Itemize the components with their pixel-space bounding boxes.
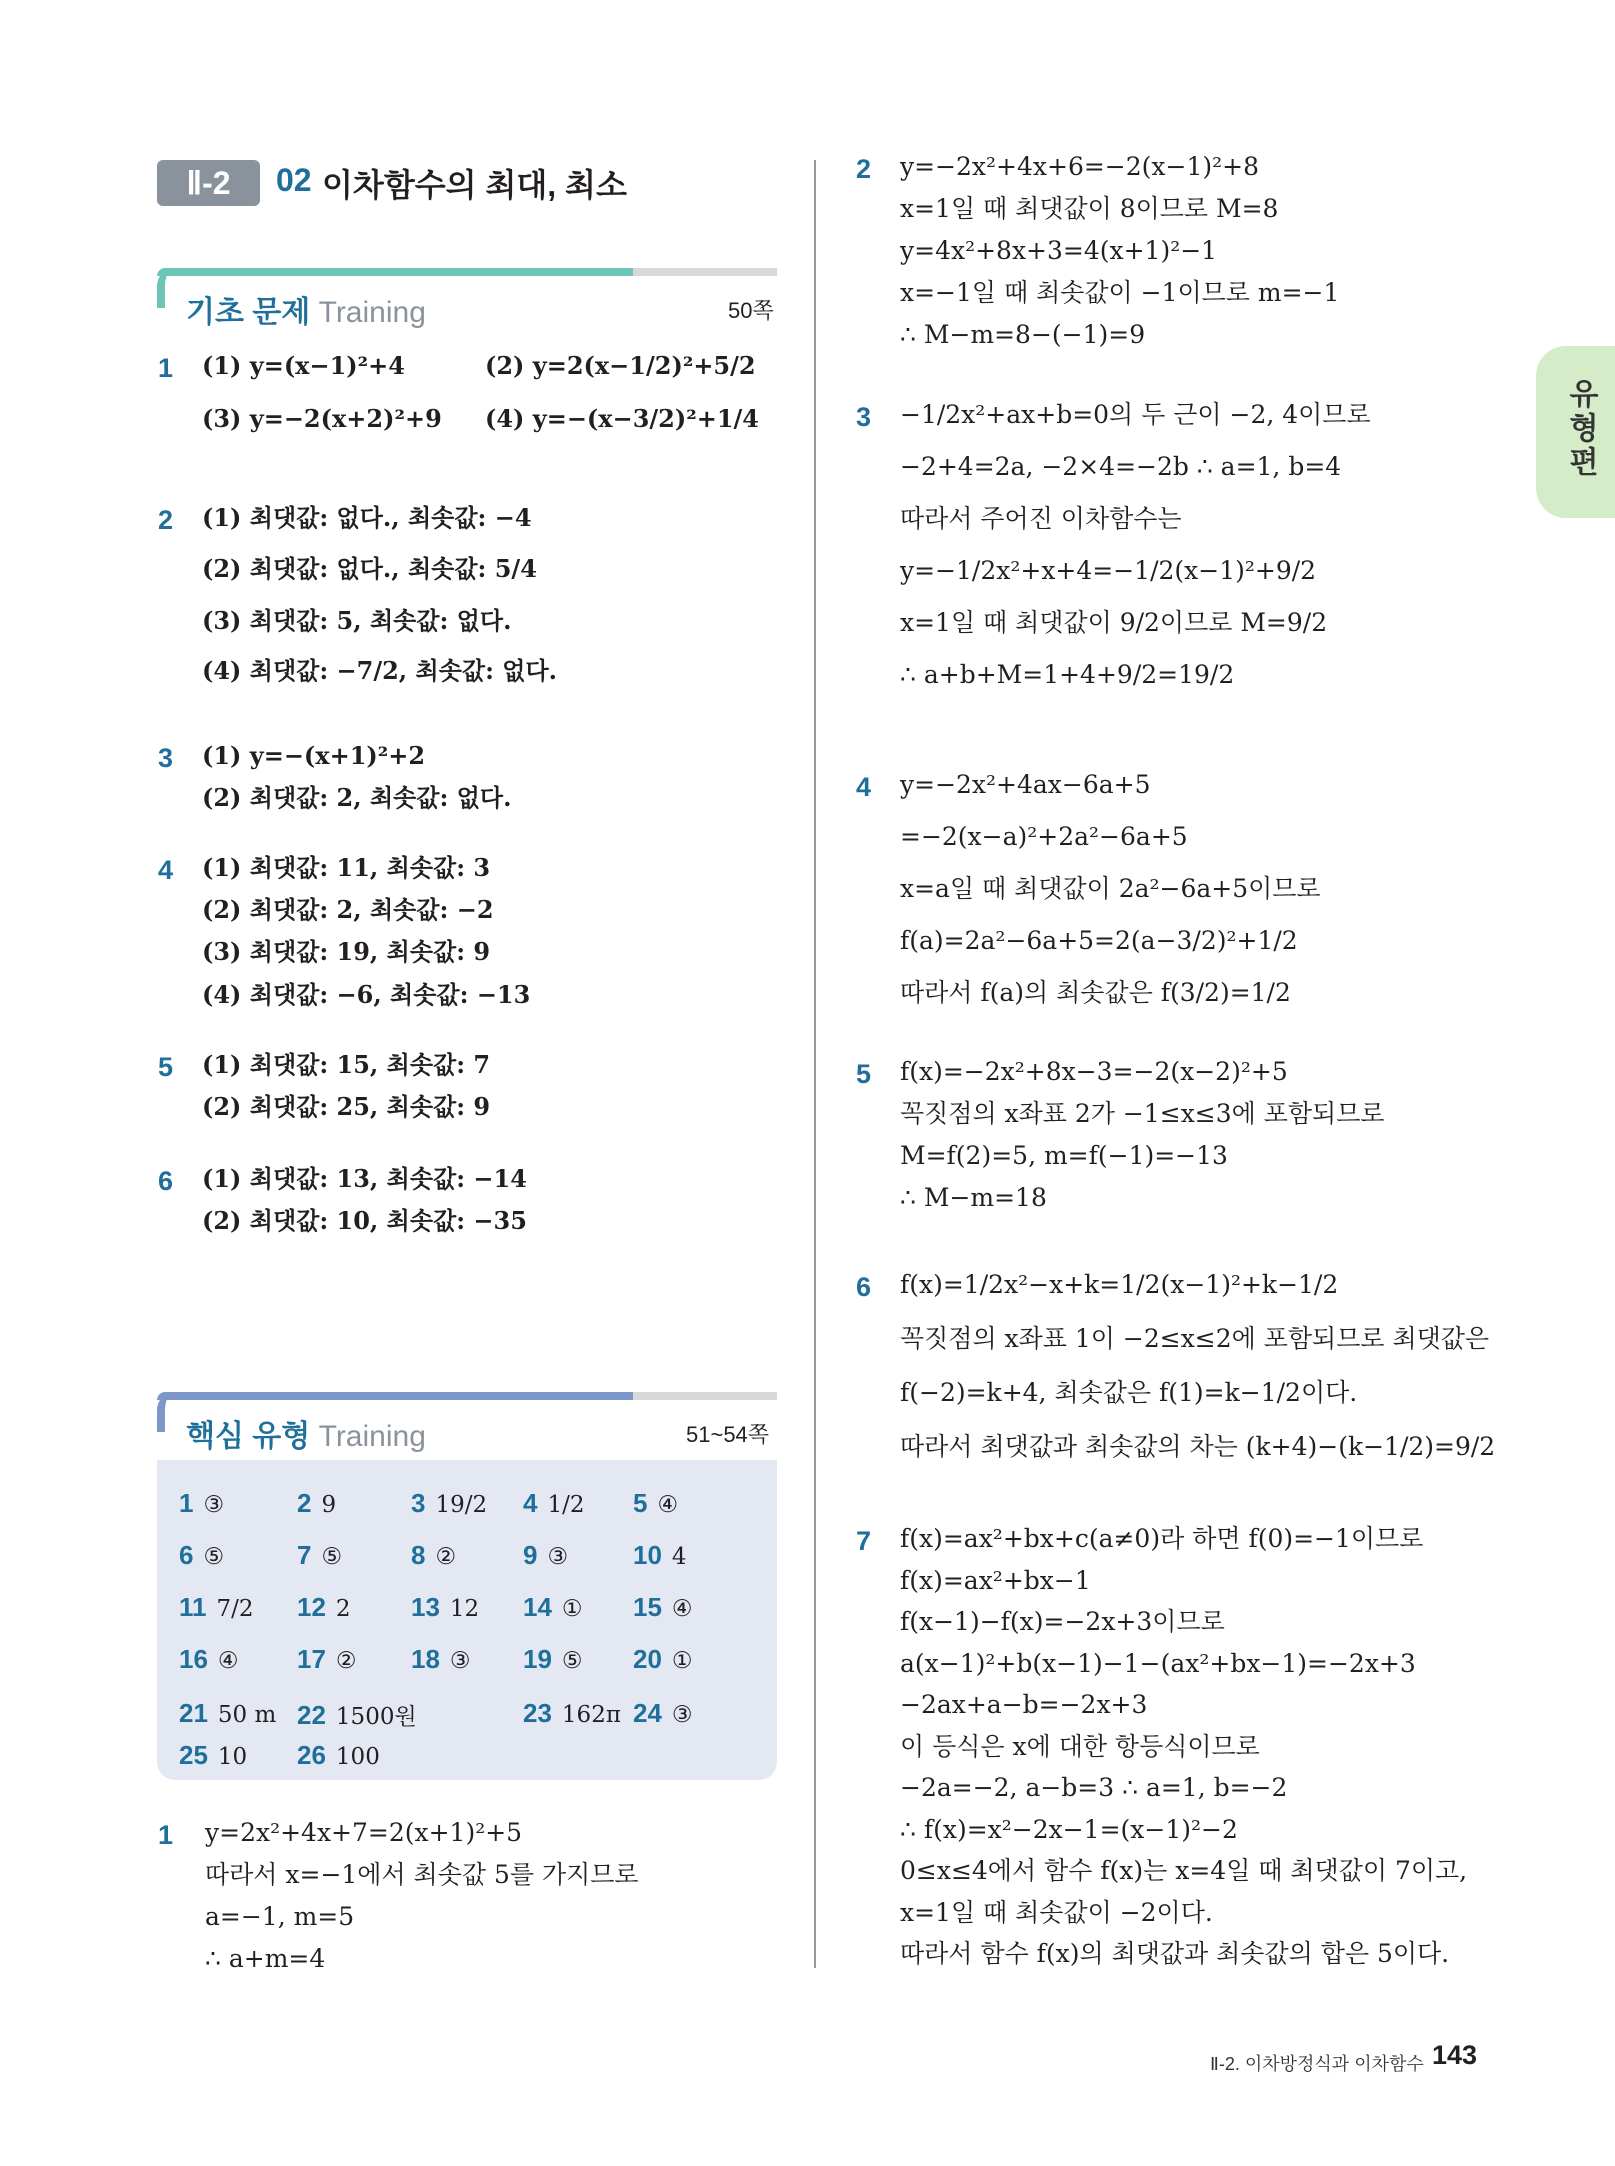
solution-number: 2 [856, 154, 872, 184]
answer-number: 21 [179, 1698, 208, 1728]
answer-value: 50 m [217, 1702, 277, 1728]
answer-number: 7 [297, 1540, 312, 1570]
answer-number: 18 [411, 1644, 440, 1674]
core-section-title: 핵심 유형 Training [186, 1420, 426, 1453]
answer-grid-box [157, 1460, 777, 1780]
solution-line: f(−2)=k+4, 최솟값은 f(1)=k−1/2이다. [900, 1378, 1358, 1407]
solution-line: 따라서 f(a)의 최솟값은 f(3/2)=1/2 [900, 978, 1291, 1007]
answer-value: ③ [203, 1492, 225, 1518]
answer-cell [523, 1540, 568, 1571]
answer-number: 2 [297, 1488, 312, 1518]
answer-value: ② [335, 1648, 357, 1674]
answer-number: 14 [523, 1592, 552, 1622]
answer-value: ⑤ [321, 1544, 343, 1570]
answer-value: 10 [217, 1744, 248, 1770]
answer-value: 2 [335, 1596, 351, 1622]
solution-line: 따라서 주어진 이차함수는 [900, 504, 1182, 533]
answer-number: 5 [633, 1488, 648, 1518]
solution-line: x=a일 때 최댓값이 2a²−6a+5이므로 [900, 874, 1321, 903]
answer-number: 6 [179, 1540, 194, 1570]
answer-value: ③ [449, 1648, 471, 1674]
answer-value: ① [671, 1648, 693, 1674]
solution-line: −1/2x²+ax+b=0의 두 근이 −2, 4이므로 [900, 400, 1371, 429]
side-tab-label: 유형편 [1564, 378, 1597, 480]
solution-line: 이 등식은 x에 대한 항등식이므로 [900, 1731, 1260, 1761]
solution-line: 따라서 최댓값과 최솟값의 차는 (k+4)−(k−1/2)=9/2 [900, 1432, 1496, 1461]
answer-value: 100 [335, 1744, 380, 1770]
answer-cell [633, 1488, 678, 1519]
solution-line: 0≤x≤4에서 함수 f(x)는 x=4일 때 최댓값이 7이고, [900, 1856, 1468, 1885]
answer-number: 9 [523, 1540, 538, 1570]
basic-answer: (1) 최댓값: 없다., 최솟값: −4 [202, 503, 532, 532]
answer-cell [633, 1540, 687, 1571]
basic-answer: (2) y=2(x−1/2)²+5/2 [485, 351, 756, 380]
solution-line: ∴ a+m=4 [205, 1944, 326, 1973]
solution-line: x=1일 때 최댓값이 9/2이므로 M=9/2 [900, 608, 1328, 637]
basic-item-number: 5 [158, 1052, 174, 1082]
answer-value: 1500원 [335, 1704, 417, 1730]
solution-line: 따라서 함수 f(x)의 최댓값과 최솟값의 합은 5이다. [900, 1939, 1450, 1968]
answer-cell [297, 1698, 417, 1731]
answer-cell [179, 1488, 224, 1519]
basic-answer: (2) 최댓값: 2, 최솟값: −2 [202, 895, 494, 924]
core-page-ref: 51~54쪽 [686, 1422, 770, 1447]
answer-cell [179, 1644, 239, 1675]
unit-badge: Ⅱ-2 [157, 160, 260, 206]
answer-cell [633, 1592, 693, 1623]
basic-answer: (1) y=(x−1)²+4 [202, 351, 405, 380]
solution-line: f(a)=2a²−6a+5=2(a−3/2)²+1/2 [900, 926, 1298, 955]
basic-answer: (4) 최댓값: −7/2, 최솟값: 없다. [202, 656, 558, 685]
basic-answer: (2) 최댓값: 25, 최솟값: 9 [202, 1092, 491, 1121]
basic-answer: (2) 최댓값: 2, 최솟값: 없다. [202, 783, 512, 812]
answer-number: 24 [633, 1698, 662, 1728]
solution-line: x=1일 때 최댓값이 8이므로 M=8 [900, 194, 1279, 223]
answer-cell [179, 1592, 254, 1623]
answer-cell [523, 1644, 583, 1675]
solution-line: −2+4=2a, −2×4=−2b ∴ a=1, b=4 [900, 452, 1342, 481]
basic-answer: (1) 최댓값: 13, 최솟값: −14 [202, 1164, 527, 1193]
basic-answer: (2) 최댓값: 10, 최솟값: −35 [202, 1206, 527, 1235]
answer-number: 3 [411, 1488, 426, 1518]
page-number: 143 [1432, 2040, 1478, 2070]
answer-value: ③ [671, 1702, 693, 1728]
basic-item-number: 6 [158, 1166, 174, 1196]
answer-value: ③ [547, 1544, 569, 1570]
column-divider [814, 160, 816, 1968]
answer-number: 23 [523, 1698, 552, 1728]
side-tab[interactable] [1536, 346, 1615, 518]
solution-number: 6 [856, 1272, 872, 1302]
answer-number: 11 [179, 1592, 207, 1622]
solution-line: −2ax+a−b=−2x+3 [900, 1690, 1148, 1719]
answer-number: 8 [411, 1540, 426, 1570]
core-section-bar [157, 1392, 777, 1400]
answer-value: 1/2 [547, 1492, 585, 1518]
page-title: 이차함수의 최대, 최소 [322, 167, 627, 203]
answer-value: 19/2 [435, 1492, 488, 1518]
answer-value: 162π [561, 1702, 621, 1728]
solution-line: 따라서 x=−1에서 최솟값 5를 가지므로 [205, 1860, 639, 1889]
footer-chapter: Ⅱ-2. 이차방정식과 이차함수 [1210, 2054, 1424, 2074]
solution-line: ∴ M−m=8−(−1)=9 [900, 320, 1146, 349]
basic-item-number: 4 [158, 855, 174, 885]
basic-answer: (4) 최댓값: −6, 최솟값: −13 [202, 980, 531, 1009]
answer-value: ④ [217, 1648, 239, 1674]
answer-number: 1 [179, 1488, 194, 1518]
answer-number: 15 [633, 1592, 662, 1622]
solution-line: y=2x²+4x+7=2(x+1)²+5 [205, 1818, 523, 1847]
basic-answer: (1) y=−(x+1)²+2 [202, 741, 426, 770]
answer-cell [297, 1644, 357, 1675]
solution-number: 5 [856, 1059, 872, 1089]
answer-cell [297, 1592, 351, 1623]
answer-cell [411, 1592, 479, 1623]
answer-number: 13 [411, 1592, 440, 1622]
answer-number: 26 [297, 1740, 326, 1770]
basic-answer: (3) 최댓값: 5, 최솟값: 없다. [202, 606, 512, 635]
answer-cell [411, 1488, 487, 1519]
answer-value: 4 [671, 1544, 687, 1570]
solution-line: y=−2x²+4ax−6a+5 [900, 770, 1151, 799]
answer-cell [633, 1698, 693, 1729]
basic-answer: (1) 최댓값: 15, 최솟값: 7 [202, 1050, 491, 1079]
solution-line: f(x)=ax²+bx+c(a≠0)라 하면 f(0)=−1이므로 [900, 1524, 1424, 1553]
solution-line: ∴ M−m=18 [900, 1183, 1047, 1212]
answer-number: 4 [523, 1488, 538, 1518]
solution-line: ∴ f(x)=x²−2x−1=(x−1)²−2 [900, 1814, 1238, 1844]
basic-item-number: 2 [158, 505, 174, 535]
answer-cell [179, 1540, 224, 1571]
solution-line: −2a=−2, a−b=3 ∴ a=1, b=−2 [900, 1773, 1288, 1802]
basic-item-number: 3 [158, 743, 174, 773]
answer-cell [411, 1540, 456, 1571]
answer-number: 19 [523, 1644, 552, 1674]
solution-number: 3 [856, 402, 872, 432]
solution-line: x=1일 때 최솟값이 −2이다. [900, 1897, 1213, 1927]
answer-number: 22 [297, 1700, 326, 1730]
basic-answer: (3) y=−2(x+2)²+9 [202, 404, 442, 433]
solution-number: 4 [856, 772, 872, 802]
basic-answer: (3) 최댓값: 19, 최솟값: 9 [202, 937, 491, 966]
solution-line: f(x−1)−f(x)=−2x+3이므로 [900, 1607, 1225, 1636]
answer-number: 25 [179, 1740, 208, 1770]
basic-answer: (4) y=−(x−3/2)²+1/4 [485, 404, 760, 433]
answer-value: 7/2 [216, 1596, 254, 1622]
answer-cell [523, 1488, 584, 1519]
basic-answer: (2) 최댓값: 없다., 최솟값: 5/4 [202, 554, 537, 583]
answer-number: 17 [297, 1644, 326, 1674]
solution-line: ∴ a+b+M=1+4+9/2=19/2 [900, 660, 1235, 689]
answer-value: 12 [449, 1596, 480, 1622]
basic-section-bar [157, 268, 777, 276]
answer-cell [523, 1698, 621, 1729]
answer-cell [411, 1644, 471, 1675]
answer-cell [523, 1592, 583, 1623]
solution-line: 꼭짓점의 x좌표 2가 −1≤x≤3에 포함되므로 [900, 1099, 1385, 1128]
solution-line: 꼭짓점의 x좌표 1이 −2≤x≤2에 포함되므로 최댓값은 [900, 1324, 1490, 1353]
answer-value: ④ [657, 1492, 679, 1518]
answer-cell [179, 1698, 276, 1729]
solution-line: y=−2x²+4x+6=−2(x−1)²+8 [900, 152, 1259, 181]
solution-line: f(x)=1/2x²−x+k=1/2(x−1)²+k−1/2 [900, 1270, 1339, 1299]
basic-item-number: 1 [158, 353, 174, 383]
solution-line: x=−1일 때 최솟값이 −1이므로 m=−1 [900, 278, 1340, 307]
answer-number: 12 [297, 1592, 326, 1622]
answer-value: 9 [321, 1492, 337, 1518]
solution-line: M=f(2)=5, m=f(−1)=−13 [900, 1141, 1228, 1170]
solution-line: a(x−1)²+b(x−1)−1−(ax²+bx−1)=−2x+3 [900, 1648, 1416, 1678]
basic-answer: (1) 최댓값: 11, 최솟값: 3 [202, 853, 491, 882]
solution-line: y=4x²+8x+3=4(x+1)²−1 [900, 236, 1218, 265]
answer-value: ① [561, 1596, 583, 1622]
answer-value: ④ [671, 1596, 693, 1622]
answer-value: ⑤ [561, 1648, 583, 1674]
solution-number: 7 [856, 1526, 872, 1556]
basic-section-title: 기초 문제 Training [186, 296, 426, 329]
answer-number: 20 [633, 1644, 662, 1674]
solution-line: f(x)=−2x²+8x−3=−2(x−2)²+5 [900, 1057, 1288, 1086]
answer-cell [297, 1540, 342, 1571]
answer-value: ⑤ [203, 1544, 225, 1570]
solution-line: a=−1, m=5 [205, 1902, 355, 1931]
answer-cell [297, 1488, 336, 1519]
answer-cell [297, 1740, 380, 1771]
solution-number: 1 [158, 1820, 174, 1850]
section-number: 02 [276, 162, 312, 198]
solution-line: f(x)=ax²+bx−1 [900, 1565, 1091, 1595]
basic-page-ref: 50쪽 [728, 298, 774, 323]
answer-number: 16 [179, 1644, 208, 1674]
solution-line: y=−1/2x²+x+4=−1/2(x−1)²+9/2 [900, 556, 1317, 585]
solution-line: =−2(x−a)²+2a²−6a+5 [900, 822, 1188, 851]
answer-number: 10 [633, 1540, 662, 1570]
answer-value: ② [435, 1544, 457, 1570]
answer-cell [633, 1644, 693, 1675]
answer-cell [179, 1740, 247, 1771]
